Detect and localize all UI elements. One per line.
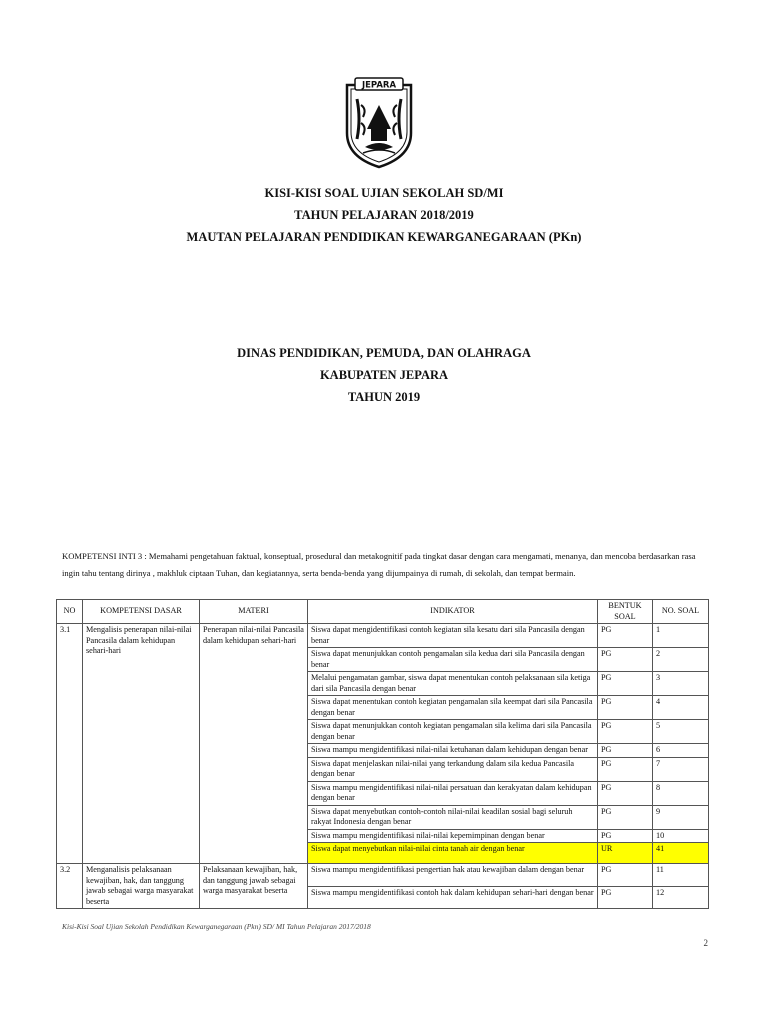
bentuk-soal-cell: PG <box>598 624 653 648</box>
table-row <box>57 624 709 648</box>
kompetensi-dasar-cell: Mengalisis penerapan nilai-nilai Pancasila dalam kehidupan sehari-hari <box>83 624 200 864</box>
header-kompetensi-dasar: KOMPETENSI DASAR <box>83 600 200 624</box>
no-soal-cell: 5 <box>653 720 709 744</box>
no-soal-cell: 7 <box>653 757 709 781</box>
indikator-cell: Melalui pengamatan gambar, siswa dapat menentukan contoh pelaksanaan sila ketiga dari sila Pancasila dengan benar <box>308 672 598 696</box>
header-indikator: INDIKATOR <box>308 600 598 624</box>
bentuk-soal-cell: PG <box>598 696 653 720</box>
indikator-cell: Siswa dapat menjelaskan nilai-nilai yang terkandung dalam sila kedua Pancasila dengan benar <box>308 757 598 781</box>
no-soal-cell: 12 <box>653 886 709 909</box>
header-bentuk-soal: BENTUK SOAL <box>598 600 653 624</box>
bentuk-soal-cell: PG <box>598 672 653 696</box>
table-row <box>57 864 709 887</box>
indikator-cell: Siswa dapat menyebutkan contoh-contoh nilai-nilai keadilan sosial bagi seluruh rakyat Indonesia dengan benar <box>308 805 598 829</box>
institution-line-2: KABUPATEN JEPARA <box>319 368 449 382</box>
materi-cell: Pelaksanaan kewajiban, hak, dan tanggung jawab sebagai warga masyarakat beserta <box>200 864 308 909</box>
institution-block <box>0 342 768 408</box>
no-soal-cell: 10 <box>653 829 709 843</box>
bentuk-soal-cell: PG <box>598 757 653 781</box>
indikator-cell: Siswa dapat menunjukkan contoh kegiatan pengamalan sila kelima dari sila Pancasila dengan benar <box>308 720 598 744</box>
title-line-3: MAUTAN PELAJARAN PENDIDIKAN KEWARGANEGARAAN (PKn) <box>186 230 582 244</box>
bentuk-soal-cell: PG <box>598 781 653 805</box>
kompetensi-inti-text: KOMPETENSI INTI 3 : Memahami pengetahuan faktual, konseptual, prosedural dan metakognitif pada tingkat dasar dengan cara mengamati, menanya, dan mencoba berdasarkan rasa ingin tahu tentang dirinya , makhluk ciptaan Tuhan, dan kegiatannya, serta benda-benda yang dijumpainya di rumah, di sekolah, dan tempat bermain. <box>62 551 696 578</box>
indikator-cell: Siswa mampu mengidentifikasi nilai-nilai kepemimpinan dengan benar <box>308 829 598 843</box>
bentuk-soal-cell: PG <box>598 720 653 744</box>
bentuk-soal-cell: PG <box>598 829 653 843</box>
jepara-seal-logo <box>343 75 415 170</box>
indikator-cell: Siswa dapat menyebutkan nilai-nilai cinta tanah air dengan benar <box>308 843 598 864</box>
indikator-cell: Siswa mampu mengidentifikasi nilai-nilai ketuhanan dalam kehidupan dengan benar <box>308 744 598 758</box>
indikator-cell: Siswa mampu mengidentifikasi nilai-nilai persatuan dan kerakyatan dalam kehidupan dengan benar <box>308 781 598 805</box>
bentuk-soal-cell: PG <box>598 744 653 758</box>
institution-line-3: TAHUN 2019 <box>347 390 421 404</box>
indikator-cell: Siswa mampu mengidentifikasi contoh hak dalam kehidupan sehari-hari dengan benar <box>308 886 598 909</box>
title-line-1: KISI-KISI SOAL UJIAN SEKOLAH SD/MI <box>264 186 504 200</box>
no-soal-cell: 9 <box>653 805 709 829</box>
document-title <box>0 182 768 248</box>
page-number: 2 <box>703 938 708 948</box>
kd-number: 3.2 <box>57 864 83 909</box>
no-soal-cell: 8 <box>653 781 709 805</box>
indikator-cell: Siswa dapat mengidentifikasi contoh kegiatan sila kesatu dari sila Pancasila dengan benar <box>308 624 598 648</box>
indikator-cell: Siswa dapat menentukan contoh kegiatan pengamalan sila keempat dari sila Pancasila dengan benar <box>308 696 598 720</box>
kd-number: 3.1 <box>57 624 83 864</box>
table-header-row <box>57 600 709 624</box>
header-no-soal: NO. SOAL <box>653 600 709 624</box>
header-no: NO <box>57 600 83 624</box>
no-soal-cell: 3 <box>653 672 709 696</box>
header-materi: MATERI <box>200 600 308 624</box>
no-soal-cell: 41 <box>653 843 709 864</box>
indikator-cell: Siswa mampu mengidentifikasi pengertian hak atau kewajiban dalam dengan benar <box>308 864 598 887</box>
bentuk-soal-cell: PG <box>598 864 653 887</box>
no-soal-cell: 2 <box>653 648 709 672</box>
indikator-cell: Siswa dapat menunjukkan contoh pengamalan sila kedua dari sila Pancasila dengan benar <box>308 648 598 672</box>
no-soal-cell: 1 <box>653 624 709 648</box>
no-soal-cell: 6 <box>653 744 709 758</box>
kisi-kisi-table <box>56 599 709 909</box>
title-line-2: TAHUN PELAJARAN 2018/2019 <box>294 208 474 222</box>
bentuk-soal-cell: UR <box>598 843 653 864</box>
svg-text:JEPARA: JEPARA <box>361 80 397 91</box>
no-soal-cell: 11 <box>653 864 709 887</box>
page-footer: Kisi-Kisi Soal Ujian Sekolah Pendidikan Kewarganegaraan (Pkn) SD/ MI Tahun Pelajaran 2017/2018 <box>62 922 371 931</box>
materi-cell: Penerapan nilai-nilai Pancasila dalam kehidupan sehari-hari <box>200 624 308 864</box>
bentuk-soal-cell: PG <box>598 805 653 829</box>
no-soal-cell: 4 <box>653 696 709 720</box>
kompetensi-dasar-cell: Menganalisis pelaksanaan kewajiban, hak, dan tanggung jawab sebagai warga masyarakat beserta <box>83 864 200 909</box>
bentuk-soal-cell: PG <box>598 648 653 672</box>
bentuk-soal-cell: PG <box>598 886 653 909</box>
institution-line-1: DINAS PENDIDIKAN, PEMUDA, DAN OLAHRAGA <box>237 346 531 360</box>
